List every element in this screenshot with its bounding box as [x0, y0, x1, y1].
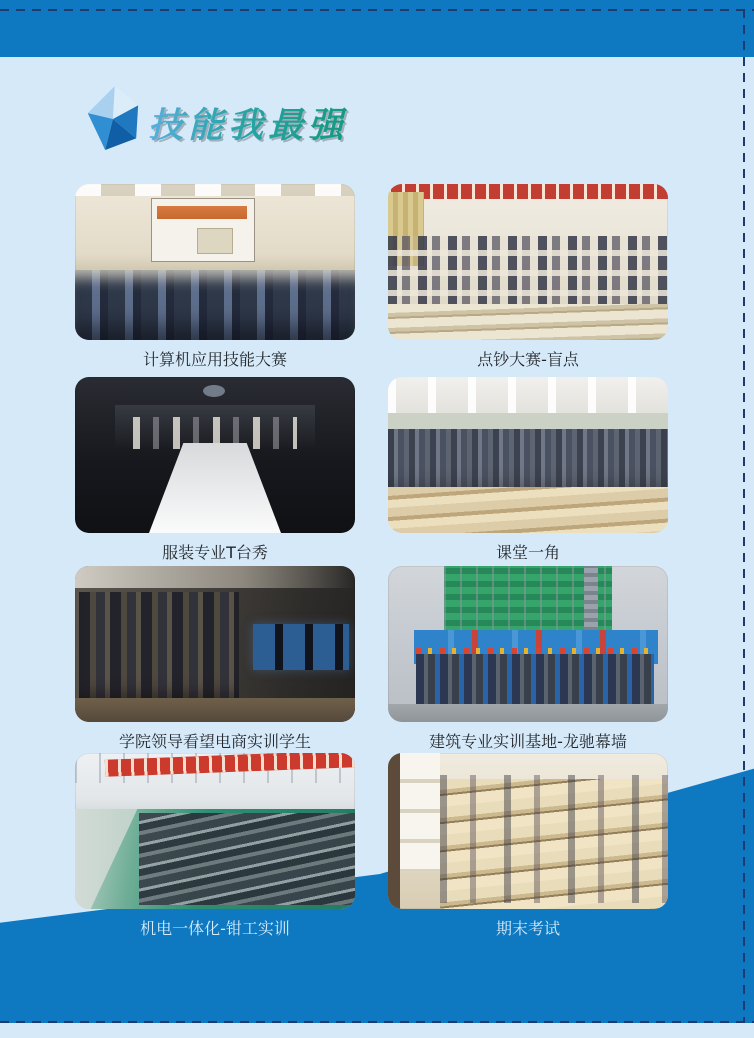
photo-caption: 课堂一角 [495, 543, 560, 562]
page-title: 技能我最强 [148, 98, 348, 148]
gallery-item [388, 753, 668, 939]
photo-classroom-corner [388, 377, 668, 533]
top-crop-dash-line [0, 9, 754, 11]
students-layer [440, 775, 668, 903]
crystal-hexagon-logo-icon [80, 84, 142, 156]
screen-orange-banner [157, 206, 247, 219]
photo-money-counting-contest [388, 184, 668, 340]
workbench-rows-layer [139, 813, 355, 905]
ceiling-layer [388, 377, 668, 415]
photo-caption: 点钞大赛-盲点 [477, 350, 579, 369]
gallery-item [75, 753, 355, 939]
stage-spotlight [203, 385, 225, 397]
wood-floor-layer [75, 698, 355, 722]
photo-leaders-visit-ecommerce [75, 566, 355, 722]
door-frame-layer [388, 753, 400, 909]
scaffold-tower [584, 566, 598, 636]
students-layer [388, 236, 668, 310]
ceiling-lights-layer [75, 184, 355, 196]
screen-graphic [197, 228, 233, 254]
photo-computer-skills-contest [75, 184, 355, 340]
photo-fitter-training-workshop [75, 753, 355, 909]
window-layer [400, 753, 440, 871]
gallery-item [388, 184, 668, 370]
photo-caption: 建筑专业实训基地-龙驰幕墙 [429, 732, 627, 751]
photo-fashion-runway [75, 377, 355, 533]
desk-rows-layer [388, 487, 668, 533]
gallery-item [75, 377, 355, 563]
computer-screens-layer [253, 624, 349, 670]
gallery-item [388, 566, 668, 752]
photo-caption: 计算机应用技能大赛 [142, 350, 287, 369]
gallery-item [75, 184, 355, 370]
group-photo-layer [416, 654, 654, 706]
white-runway [149, 443, 281, 533]
photo-final-exam [388, 753, 668, 909]
visiting-group-layer [79, 592, 239, 698]
photo-caption: 机电一体化-钳工实训 [140, 919, 290, 938]
photo-construction-training-base [388, 566, 668, 722]
ground-layer [388, 704, 668, 722]
photo-caption: 期末考试 [495, 919, 560, 938]
monitor-rows-layer [75, 270, 355, 340]
photo-caption: 服装专业T台秀 [162, 543, 268, 562]
red-banner [388, 184, 668, 199]
photo-caption: 学院领导看望电商实训学生 [118, 732, 311, 751]
bottom-crop-dash-line [0, 1021, 754, 1023]
gallery-item [75, 566, 355, 752]
right-crop-dash-line [743, 9, 745, 1023]
window-light-layer [75, 566, 355, 588]
students-layer [388, 429, 668, 491]
gallery-item [388, 377, 668, 563]
desks-layer [388, 304, 668, 340]
